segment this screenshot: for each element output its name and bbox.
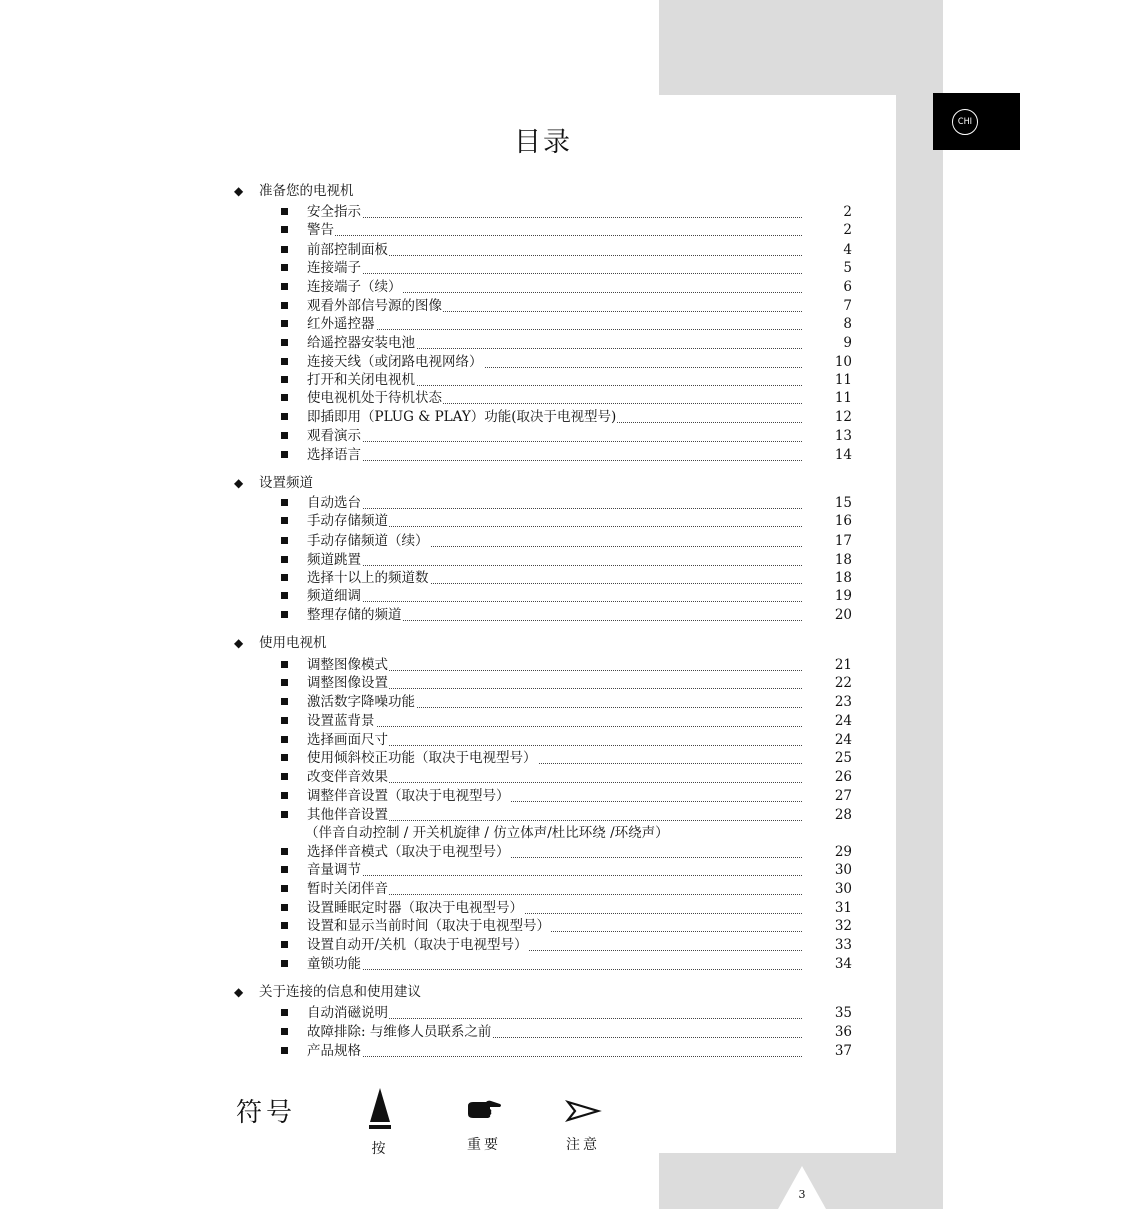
toc-entry[interactable] <box>281 221 852 239</box>
square-bullet-icon <box>281 1009 288 1016</box>
square-bullet-icon <box>281 698 288 705</box>
dot-leader <box>307 217 802 218</box>
square-bullet-icon <box>281 376 288 383</box>
toc-entry-label: 红外遥控器 <box>307 316 375 332</box>
toc-entry-page: 30 <box>834 881 852 897</box>
toc-entry[interactable] <box>281 843 852 861</box>
section-title: 设置频道 <box>259 475 313 491</box>
toc-entry-page: 2 <box>843 222 852 238</box>
toc-entry-page: 19 <box>834 588 852 604</box>
toc-entry[interactable] <box>281 259 852 277</box>
toc-entry-page: 22 <box>834 675 852 691</box>
square-bullet-icon <box>281 394 288 401</box>
toc-entry-label: 连接端子（续） <box>307 279 402 295</box>
symbol-press-label: 按 <box>371 1141 389 1157</box>
toc-entry-page: 37 <box>834 1043 852 1059</box>
toc-entry-label: 整理存储的频道 <box>307 607 402 623</box>
toc-entry-page: 14 <box>834 447 852 463</box>
toc-entry-page: 2 <box>843 204 852 220</box>
toc-entry-label: 频道跳置 <box>307 552 361 568</box>
toc-entry-page: 23 <box>834 694 852 710</box>
toc-entry-label: 打开和关闭电视机 <box>307 372 415 388</box>
toc-entry-page: 8 <box>843 316 852 332</box>
toc-entry-page: 6 <box>843 279 852 295</box>
toc-entry-page: 24 <box>834 732 852 748</box>
toc-entry-label: 频道细调 <box>307 588 361 604</box>
toc-entry-page: 30 <box>834 862 852 878</box>
toc-entry-label: 设置和显示当前时间（取决于电视型号） <box>307 918 550 934</box>
toc-entry[interactable] <box>281 427 852 445</box>
toc-entry-label: 前部控制面板 <box>307 242 388 258</box>
page-title: 目录 <box>514 127 572 158</box>
toc-entry-page: 28 <box>834 807 852 823</box>
square-bullet-icon <box>281 339 288 346</box>
toc-entry-page: 32 <box>834 918 852 934</box>
gray-band-top <box>659 0 943 95</box>
square-bullet-icon <box>281 904 288 911</box>
toc-entry-label: 调整图像模式 <box>307 657 388 673</box>
square-bullet-icon <box>281 499 288 506</box>
dot-leader <box>307 441 802 442</box>
square-bullet-icon <box>281 517 288 524</box>
toc-entry[interactable] <box>281 297 852 315</box>
square-bullet-icon <box>281 302 288 309</box>
dot-leader <box>307 565 802 566</box>
symbol-note <box>553 1096 613 1154</box>
toc-entry[interactable] <box>281 606 852 624</box>
toc-entry-label: 产品规格 <box>307 1043 361 1059</box>
toc-entry-page: 33 <box>834 937 852 953</box>
square-bullet-icon <box>281 320 288 327</box>
toc-entry-label: 选择伴音模式（取决于电视型号） <box>307 844 510 860</box>
toc-entry[interactable] <box>281 731 852 749</box>
toc-entry-label: 自动选台 <box>307 495 361 511</box>
square-bullet-icon <box>281 773 288 780</box>
toc-entry-page: 9 <box>843 335 852 351</box>
square-bullet-icon <box>281 611 288 618</box>
toc-entry-label: 观看外部信号源的图像 <box>307 298 442 314</box>
square-bullet-icon <box>281 1028 288 1035</box>
section-bullet-icon: ◆ <box>234 985 244 999</box>
toc-entry-page: 12 <box>834 409 852 425</box>
pointing-hand-icon <box>464 1096 504 1126</box>
toc-entry-page: 26 <box>834 769 852 785</box>
toc-entry[interactable] <box>281 389 852 407</box>
dot-leader <box>307 726 802 727</box>
toc-entry-page: 15 <box>834 495 852 511</box>
toc-entry-page: 18 <box>834 570 852 586</box>
dot-leader <box>307 875 802 876</box>
toc-entry-label: 改变伴音效果 <box>307 769 388 785</box>
square-bullet-icon <box>281 679 288 686</box>
toc-entry[interactable] <box>281 656 852 674</box>
symbol-note-label: 注意 <box>566 1137 600 1153</box>
dot-leader <box>307 1056 802 1057</box>
dot-leader <box>307 601 802 602</box>
toc-entry-label: 给遥控器安装电池 <box>307 335 415 351</box>
square-bullet-icon <box>281 556 288 563</box>
square-bullet-icon <box>281 960 288 967</box>
toc-entry-label: 使用倾斜校正功能（取决于电视型号） <box>307 750 537 766</box>
toc-entry-page: 10 <box>834 354 852 370</box>
toc-entry-label: 连接天线（或闭路电视网络） <box>307 354 483 370</box>
toc-entry-page: 11 <box>834 390 852 406</box>
toc-entry-label: 连接端子 <box>307 260 361 276</box>
toc-entry-label: 设置蓝背景 <box>307 713 375 729</box>
toc-entry[interactable] <box>281 955 852 973</box>
square-bullet-icon <box>281 661 288 668</box>
square-bullet-icon <box>281 848 288 855</box>
toc-entry-page: 25 <box>834 750 852 766</box>
toc-entry-page: 13 <box>834 428 852 444</box>
symbol-press <box>350 1086 410 1158</box>
toc-entry[interactable] <box>281 203 852 221</box>
square-bullet-icon <box>281 451 288 458</box>
toc-entry[interactable] <box>281 936 852 954</box>
toc-entry-page: 20 <box>834 607 852 623</box>
toc-entry[interactable] <box>281 1042 852 1060</box>
toc-entry-label: 安全指示 <box>307 204 361 220</box>
section-title: 准备您的电视机 <box>259 183 354 199</box>
toc-entry[interactable] <box>281 749 852 767</box>
toc-entry-page: 34 <box>834 956 852 972</box>
language-tab <box>933 93 1020 150</box>
dot-leader <box>307 329 802 330</box>
section-bullet-icon: ◆ <box>234 184 244 198</box>
toc-entry[interactable] <box>281 917 852 935</box>
toc-entry-page: 31 <box>834 900 852 916</box>
toc-entry-page: 5 <box>843 260 852 276</box>
square-bullet-icon <box>281 922 288 929</box>
toc-entry-page: 11 <box>834 372 852 388</box>
toc-entry[interactable] <box>281 861 852 879</box>
toc-entry-page: 36 <box>834 1024 852 1040</box>
section-title: 使用电视机 <box>259 635 327 651</box>
toc-entry[interactable] <box>281 587 852 605</box>
toc-entry-label: 暂时关闭伴音 <box>307 881 388 897</box>
toc-entry[interactable] <box>281 446 852 464</box>
gray-band-side <box>896 95 943 1209</box>
toc-entry-label: 选择语言 <box>307 447 361 463</box>
square-bullet-icon <box>281 208 288 215</box>
toc-entry-label: 其他伴音设置 <box>307 807 388 823</box>
square-bullet-icon <box>281 717 288 724</box>
symbols-title: 符号 <box>236 1098 297 1128</box>
toc-entry-page: 24 <box>834 713 852 729</box>
square-bullet-icon <box>281 283 288 290</box>
toc-entry[interactable] <box>281 712 852 730</box>
symbol-important-label: 重要 <box>467 1137 501 1153</box>
toc-entry[interactable] <box>281 241 852 259</box>
toc-entry-label: 手动存储频道（续） <box>307 533 429 549</box>
toc-entry-label: 激活数字降噪功能 <box>307 694 415 710</box>
dot-leader <box>307 460 802 461</box>
toc-entry-label: 童锁功能 <box>307 956 361 972</box>
toc-entry[interactable] <box>281 880 852 898</box>
toc-entry-page: 29 <box>834 844 852 860</box>
toc-entry[interactable] <box>281 315 852 333</box>
square-bullet-icon <box>281 432 288 439</box>
square-bullet-icon <box>281 941 288 948</box>
language-badge: CHI <box>952 109 978 135</box>
toc-entry[interactable] <box>281 768 852 786</box>
square-bullet-icon <box>281 413 288 420</box>
press-triangle-icon <box>365 1086 395 1130</box>
toc-entry[interactable] <box>281 494 852 512</box>
square-bullet-icon <box>281 246 288 253</box>
toc-entry[interactable] <box>281 532 852 550</box>
toc-entry[interactable] <box>281 674 852 692</box>
square-bullet-icon <box>281 574 288 581</box>
square-bullet-icon <box>281 537 288 544</box>
toc-entry-label: 调整图像设置 <box>307 675 388 691</box>
toc-entry-label: 设置自动开/关机（取决于电视型号） <box>307 937 528 953</box>
toc-entry[interactable] <box>281 408 852 426</box>
toc-entry-label: 自动消磁说明 <box>307 1005 388 1021</box>
toc-entry-label: 故障排除: 与维修人员联系之前 <box>307 1024 492 1040</box>
toc-entry-label: 使电视机处于待机状态 <box>307 390 442 406</box>
symbol-important <box>454 1096 514 1154</box>
dot-leader <box>307 969 802 970</box>
toc-entry[interactable] <box>281 512 852 530</box>
toc-entry[interactable] <box>281 334 852 352</box>
toc-entry-label: 观看演示 <box>307 428 361 444</box>
toc-entry[interactable] <box>281 806 852 824</box>
toc-entry[interactable] <box>281 1023 852 1041</box>
square-bullet-icon <box>281 866 288 873</box>
toc-entry[interactable] <box>281 899 852 917</box>
toc-entry-label: 警告 <box>307 222 334 238</box>
toc-entry[interactable] <box>281 1004 852 1022</box>
toc-entry[interactable] <box>281 787 852 805</box>
section-bullet-icon: ◆ <box>234 636 244 650</box>
arrow-right-icon <box>563 1096 603 1126</box>
dot-leader <box>307 508 802 509</box>
toc-entry[interactable] <box>281 551 852 569</box>
square-bullet-icon <box>281 358 288 365</box>
toc-entry-page: 16 <box>834 513 852 529</box>
toc-entry-label: 选择画面尺寸 <box>307 732 388 748</box>
square-bullet-icon <box>281 226 288 233</box>
dot-leader <box>307 273 802 274</box>
toc-entry-page: 4 <box>843 242 852 258</box>
toc-entry-label: 即插即用（PLUG & PLAY）功能(取决于电视型号) <box>307 409 617 425</box>
dot-leader <box>307 235 802 236</box>
toc-entry-page: 35 <box>834 1005 852 1021</box>
toc-entry-page: 27 <box>834 788 852 804</box>
page-number: 3 <box>798 1188 806 1201</box>
toc-entry-page: 18 <box>834 552 852 568</box>
square-bullet-icon <box>281 264 288 271</box>
square-bullet-icon <box>281 592 288 599</box>
toc-entry-note: （伴音自动控制 / 开关机旋律 / 仿立体声/杜比环绕 /环绕声） <box>305 825 669 841</box>
toc-entry[interactable] <box>281 371 852 389</box>
toc-entry[interactable] <box>281 278 852 296</box>
toc-entry[interactable] <box>281 569 852 587</box>
square-bullet-icon <box>281 811 288 818</box>
toc-entry-page: 7 <box>843 298 852 314</box>
square-bullet-icon <box>281 736 288 743</box>
square-bullet-icon <box>281 792 288 799</box>
square-bullet-icon <box>281 754 288 761</box>
toc-entry-label: 调整伴音设置（取决于电视型号） <box>307 788 510 804</box>
toc-entry-label: 音量调节 <box>307 862 361 878</box>
toc-entry-page: 21 <box>834 657 852 673</box>
toc-entry-label: 设置睡眠定时器（取决于电视型号） <box>307 900 523 916</box>
section-bullet-icon: ◆ <box>234 476 244 490</box>
toc-entry-page: 17 <box>834 533 852 549</box>
square-bullet-icon <box>281 885 288 892</box>
toc-entry[interactable] <box>281 693 852 711</box>
square-bullet-icon <box>281 1047 288 1054</box>
toc-entry-label: 手动存储频道 <box>307 513 388 529</box>
toc-entry-label: 选择十以上的频道数 <box>307 570 429 586</box>
toc-entry[interactable] <box>281 353 852 371</box>
section-title: 关于连接的信息和使用建议 <box>259 984 421 1000</box>
